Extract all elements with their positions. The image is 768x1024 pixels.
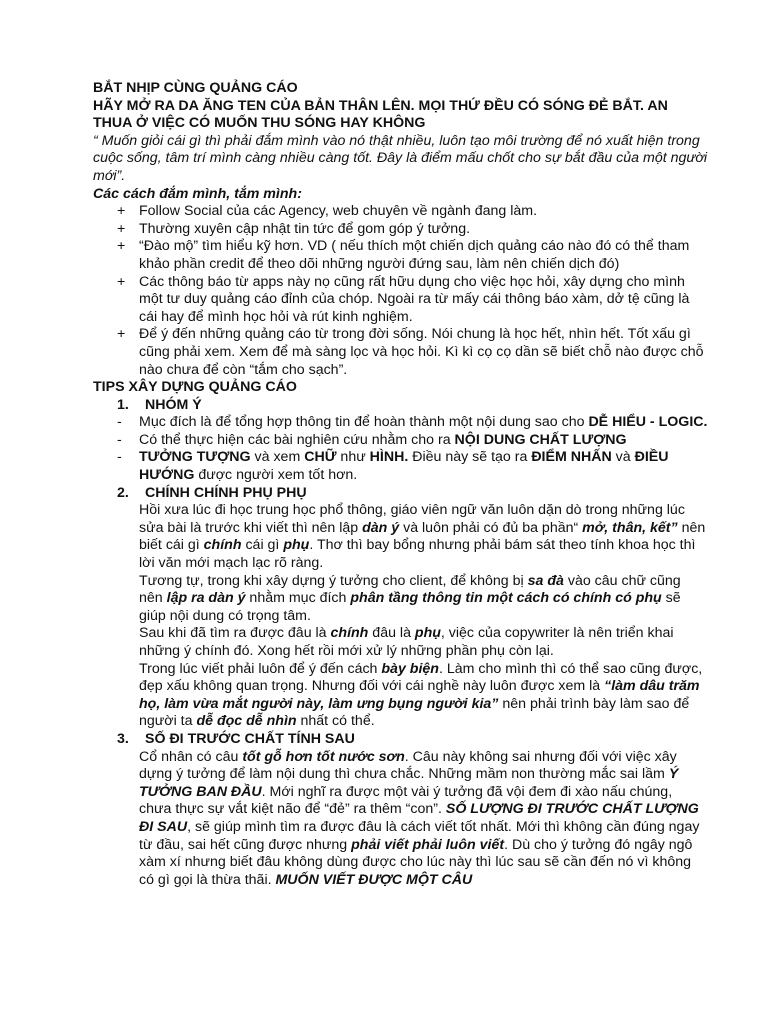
paragraph [93, 573, 708, 626]
list-item [93, 274, 708, 327]
list-item [93, 449, 708, 484]
dash-marker: - [117, 414, 122, 431]
text-run: như [336, 449, 370, 466]
section-2-heading [93, 485, 708, 503]
emphasis: phụ [414, 625, 441, 642]
emphasis: phụ [283, 537, 310, 554]
list-item-text: Để ý đến những quảng cáo từ trong đời sống. Nói chung là học hết, nhìn hết. Tốt xấu gì cũng phải xem. Xem để mà sàng lọc và học hỏi. Kì kì cọ cọ dần sẽ biết chỗ nào được chỗ nào chưa để còn “tắm cho sạch”. [139, 326, 704, 378]
text-run: , sẽ giúp mình tìm ra được đâu là cách viết tốt nhất. Mới thì không cần đúng ngay từ đầu, sai hết cũng được nhưng [139, 818, 700, 853]
emphasis: phải viết phải luôn viết [351, 836, 505, 853]
text-run: . Làm cho mình thì có thể sao cũng được, đẹp xấu không quan trọng. Nhưng đối với cái nghề này luôn được xem là [139, 660, 703, 695]
plus-marker: + [117, 220, 126, 237]
list-item [93, 326, 708, 379]
emphasis: DỄ HIỂU - LOGIC. [588, 414, 708, 431]
section-title: SỐ ĐI TRƯỚC CHẤT TÍNH SAU [145, 730, 355, 747]
list-item [93, 203, 708, 221]
list-item-text: Các thông báo từ apps này nọ cũng rất hữu dụng cho việc học hỏi, xây dựng cho mình một tư duy quảng cáo đỉnh của chóp. Ngoài ra từ mấy cái thông báo xàm, dở tệ cũng là cái hay để mình học hỏi và rút kinh nghiệm. [139, 273, 690, 325]
section-title: CHÍNH CHÍNH PHỤ PHỤ [145, 484, 307, 501]
emphasis: chính [330, 625, 369, 642]
text-run: nên biết cái gì [139, 519, 706, 554]
text-run: . Dù cho ý tưởng đó ngây ngô xàm xí nhưng biết đâu không dùng được cho lúc này thì lúc sau sẽ cần đến nó vì không có gì gọi là thừa thãi. [139, 836, 693, 888]
list-item [93, 432, 708, 450]
dash-marker: - [117, 431, 122, 448]
emphasis: lập ra dàn ý [166, 590, 246, 607]
list-item-text: “Đào mộ” tìm hiểu kỹ hơn. VD ( nếu thích một chiến dịch quảng cáo nào đó có thể tham khảo phần credit để theo dõi những người đứng sau, làm nên chiến dịch đó) [139, 238, 690, 272]
emphasis: chính [203, 537, 242, 554]
text-run: cái gì [241, 537, 284, 554]
text-run: Mục đích là để tổng hợp thông tin để hoàn thành một nội dung sao cho [139, 414, 589, 431]
text-run: Tương tự, trong khi xây dựng ý tưởng cho client, để không bị [139, 572, 528, 589]
text-run: và xem [250, 449, 305, 466]
emphasis: ĐIỀU HƯỚNG [139, 449, 669, 484]
ways-list [93, 203, 708, 379]
text-run: Có thể thực hiện các bài nghiên cứu nhằm cho ra [139, 431, 455, 448]
text-run: và luôn phải có đủ ba phần“ [399, 519, 583, 536]
plus-marker: + [117, 203, 126, 220]
list-item-text: Follow Social của các Agency, web chuyên về ngành đang làm. [139, 203, 538, 220]
section-3-heading [93, 731, 708, 749]
emphasis: NỘI DUNG CHẤT LƯỢNG [454, 431, 627, 448]
emphasis: MUỐN VIẾT ĐƯỢC MỘT CÂU [275, 871, 473, 888]
plus-marker: + [117, 238, 126, 255]
section-1-list [93, 414, 708, 484]
plus-marker: + [117, 326, 126, 343]
paragraph [93, 502, 708, 572]
text-run: đâu là [368, 625, 415, 642]
dash-marker: - [117, 449, 122, 466]
text-run: nhằm mục đích [245, 590, 351, 607]
section-number: 2. [117, 484, 129, 501]
emphasis: sa đà [527, 572, 564, 589]
emphasis: Ý TƯỞNG BAN ĐẦU [139, 766, 679, 800]
emphasis: bày biện [381, 660, 439, 677]
text-run: nhất có thể. [296, 713, 375, 730]
text-run: Trong lúc viết phải luôn để ý đến cách [139, 660, 382, 677]
list-item [93, 221, 708, 239]
emphasis: HÌNH. [369, 449, 409, 466]
text-run: Hồi xưa lúc đi học trung học phổ thông, giáo viên ngữ văn luôn dặn dò trong những lúc sửa bài là trước khi viết thì nên lập [139, 502, 685, 536]
emphasis: TƯỞNG TƯỢNG [139, 449, 251, 466]
emphasis: dễ đọc dễ nhìn [196, 713, 297, 730]
section-1-heading [93, 397, 708, 415]
text-run: vào câu chữ cũng nên [139, 572, 681, 607]
text-run: và [611, 449, 635, 466]
tips-heading: TIPS XÂY DỰNG QUẢNG CÁO [93, 379, 297, 396]
text-run: sẽ giúp nội dung có trọng tâm. [139, 590, 681, 624]
paragraph [93, 625, 708, 660]
section-number: 1. [117, 396, 129, 413]
emphasis: “làm dâu trăm họ, làm vừa mắt người này, làm ưng bụng người kia” [139, 678, 700, 712]
section-title: NHÓM Ý [145, 396, 202, 413]
list-item-text: Thường xuyên cập nhật tin tức để gom góp ý tưởng. [139, 220, 471, 237]
section-number: 3. [117, 730, 129, 747]
text-run: nên phải trình bày làm sao để người ta [139, 695, 690, 730]
text-run: Điều này sẽ tạo ra [408, 449, 532, 466]
ways-heading: Các cách đắm mình, tắm mình: [93, 185, 302, 202]
text-run: . Thơ thì bay bổng nhưng phải bám sát theo tính khoa học thì lời văn mới mạch lạc rõ ràng. [139, 537, 696, 572]
emphasis: CHỮ [304, 449, 337, 466]
list-item [93, 414, 708, 432]
emphasis: SỐ LƯỢNG ĐI TRƯỚC CHẤT LƯỢNG ĐI SAU [139, 801, 699, 835]
emphasis: dàn ý [362, 519, 400, 536]
text-run: Sau khi đã tìm ra được đâu là [139, 625, 331, 642]
emphasis: tốt gỗ hơn tốt nước sơn [242, 748, 405, 765]
emphasis: mở, thân, kết” [582, 519, 678, 536]
text-run: . Mới nghĩ ra được một vài ý tưởng đã vội đem đi xào nấu chúng, chưa thực sự vắt kiệt não để “đẻ” ra thêm “con”. [139, 783, 673, 818]
plus-marker: + [117, 273, 126, 290]
list-item [93, 238, 708, 273]
text-run: Cổ nhân có câu [139, 748, 243, 765]
paragraph [93, 661, 708, 731]
emphasis: phân tầng thông tin một cách có chính có phụ [350, 590, 662, 607]
text-run: . Câu này không sai nhưng đối với việc xây dựng ý tưởng để làm nội dung thì chưa chắc. Những mầm non thường mắc sai lầm [139, 748, 677, 783]
text-run: được người xem tốt hơn. [194, 467, 358, 484]
paragraph [93, 749, 708, 890]
emphasis: ĐIỂM NHẤN [531, 449, 612, 466]
lead-quote: “ Muốn giỏi cái gì thì phải đắm mình vào nó thật nhiều, luôn tạo môi trường để nó xuất hiện trong cuộc sống, tâm trí mình càng nhiều càng tốt. Đây là điểm mấu chốt cho sự bắt đầu của một người mới”. [93, 132, 708, 184]
document-subtitle: HÃY MỞ RA DA ĂNG TEN CỦA BẢN THÂN LÊN. MỌI THỨ ĐỀU CÓ SÓNG ĐẺ BẮT. AN THUA Ở VIỆC CÓ MUỐN THU SÓNG HAY KHÔNG [93, 97, 668, 132]
text-run: , việc của copywriter là nên triển khai những ý chính đó. Xong hết rồi mới xử lý những phần phụ còn lại. [139, 625, 674, 659]
document-title: BẮT NHỊP CÙNG QUẢNG CÁO [93, 80, 298, 96]
